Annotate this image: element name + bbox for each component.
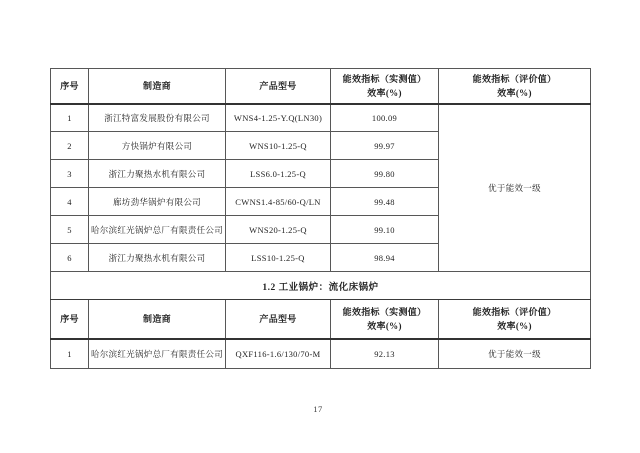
- measured-value-cell: 98.94: [331, 244, 439, 272]
- table-row: [51, 104, 591, 132]
- measured-value-cell: 99.80: [331, 160, 439, 188]
- manufacturer-cell: 浙江特富发展股份有限公司: [89, 104, 226, 132]
- manufacturer-cell: 哈尔滨红光锅炉总厂有限责任公司: [89, 216, 226, 244]
- model-cell: LSS10-1.25-Q: [226, 244, 331, 272]
- page-number: 17: [313, 404, 323, 414]
- table2-header-model: 产品型号: [226, 300, 331, 339]
- table1-header-evaluated: [439, 69, 591, 104]
- row-index-cell: 1: [51, 339, 89, 369]
- table1-header-evaluated-unit: 效率(%): [497, 87, 532, 98]
- manufacturer-cell: 廊坊劲华锅炉有限公司: [89, 188, 226, 216]
- table2-header-measured-unit: 效率(%): [367, 320, 402, 331]
- table-row: [51, 339, 591, 369]
- evaluation-merged-cell: 优于能效一级: [439, 104, 591, 272]
- table2-header-measured: [331, 300, 439, 339]
- table1-header-evaluated-title: 能效指标（评价值）: [472, 73, 557, 84]
- model-cell: QXF116-1.6/130/70-M: [226, 339, 331, 369]
- model-cell: WNS10-1.25-Q: [226, 132, 331, 160]
- measured-value-cell: 92.13: [331, 339, 439, 369]
- evaluation-cell: 优于能效一级: [439, 339, 591, 369]
- model-cell: CWNS1.4-85/60-Q/LN: [226, 188, 331, 216]
- manufacturer-cell: 浙江力聚热水机有限公司: [89, 160, 226, 188]
- manufacturer-cell: 浙江力聚热水机有限公司: [89, 244, 226, 272]
- row-index-cell: 2: [51, 132, 89, 160]
- table2-header-evaluated-unit: 效率(%): [497, 320, 532, 331]
- model-cell: LSS6.0-1.25-Q: [226, 160, 331, 188]
- table1-header-index: 序号: [51, 69, 89, 104]
- manufacturer-cell: 哈尔滨红光锅炉总厂有限责任公司: [89, 339, 226, 369]
- measured-value-cell: 99.10: [331, 216, 439, 244]
- row-index-cell: 3: [51, 160, 89, 188]
- row-index-cell: 4: [51, 188, 89, 216]
- table1-header-measured: [331, 69, 439, 104]
- table1-header-row: [51, 69, 591, 104]
- table2-header-index: 序号: [51, 300, 89, 339]
- table1-header-measured-title: 能效指标（实测值）: [342, 73, 427, 84]
- model-cell: WNS4-1.25-Y.Q(LN30): [226, 104, 331, 132]
- model-cell: WNS20-1.25-Q: [226, 216, 331, 244]
- table1-header-model: 产品型号: [226, 69, 331, 104]
- section-header-row: [51, 272, 591, 300]
- table2-header-manufacturer: 制造商: [89, 300, 226, 339]
- table2-header-measured-title: 能效指标（实测值）: [342, 306, 427, 317]
- measured-value-cell: 99.48: [331, 188, 439, 216]
- table2-header-evaluated-title: 能效指标（评价值）: [472, 306, 557, 317]
- table2-header-row: [51, 300, 591, 339]
- row-index-cell: 1: [51, 104, 89, 132]
- manufacturer-cell: 方快锅炉有限公司: [89, 132, 226, 160]
- table1-header-manufacturer: 制造商: [89, 69, 226, 104]
- measured-value-cell: 100.09: [331, 104, 439, 132]
- row-index-cell: 6: [51, 244, 89, 272]
- boiler-efficiency-table: [50, 68, 591, 369]
- measured-value-cell: 99.97: [331, 132, 439, 160]
- row-index-cell: 5: [51, 216, 89, 244]
- table1-header-measured-unit: 效率(%): [367, 87, 402, 98]
- section-title: 1.2 工业锅炉：流化床锅炉: [51, 272, 591, 300]
- table2-header-evaluated: [439, 300, 591, 339]
